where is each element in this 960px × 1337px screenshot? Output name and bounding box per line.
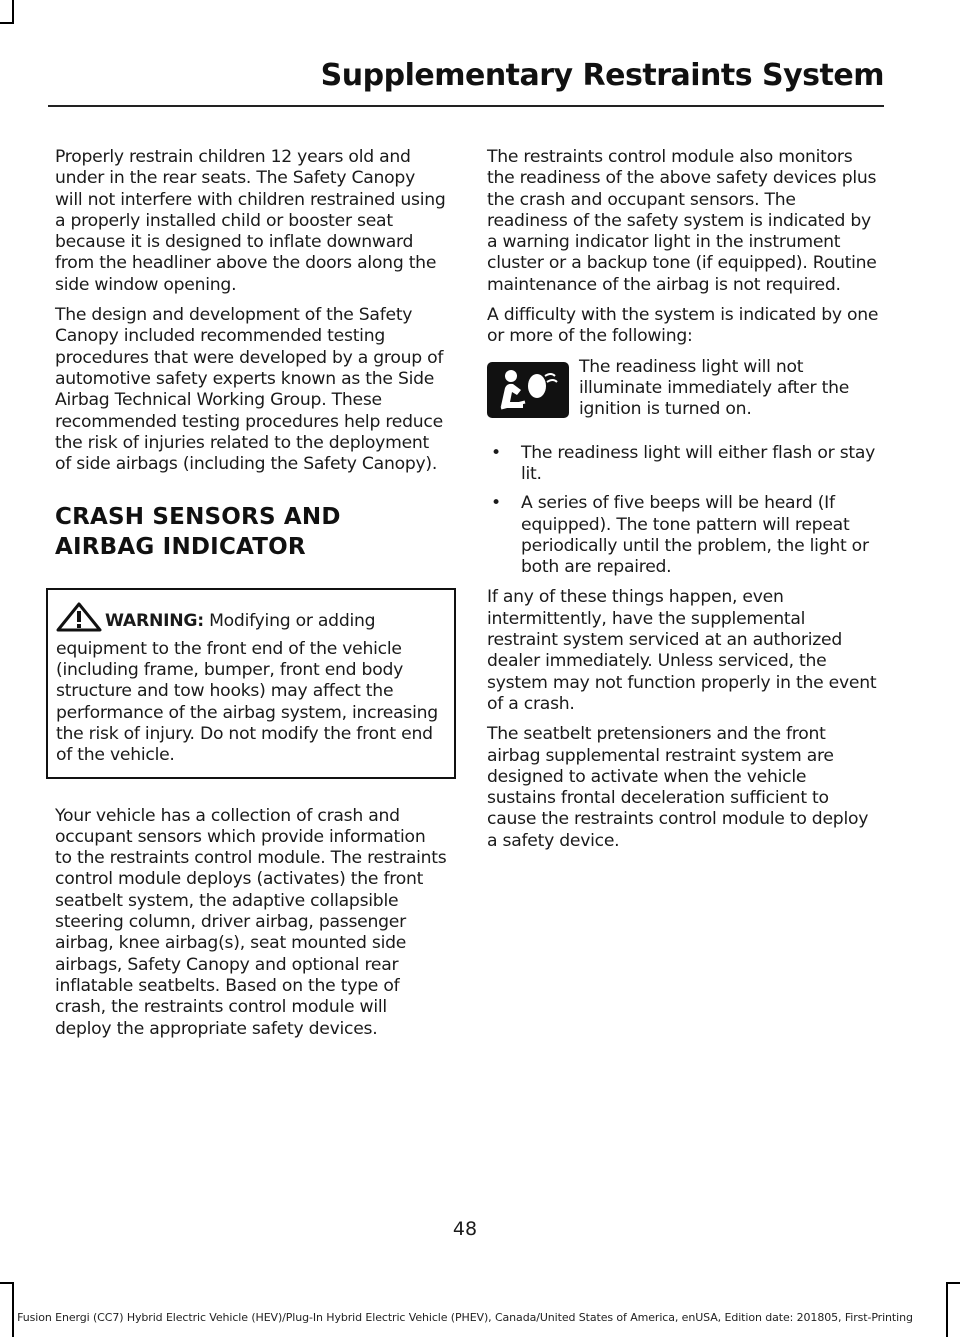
page-title: Supplementary Restraints System xyxy=(320,58,884,93)
warning-label: WARNING: xyxy=(105,611,204,632)
right-column xyxy=(487,147,879,861)
crop-mark xyxy=(0,22,14,24)
airbag-indicator-icon xyxy=(487,362,569,424)
list-item: • The readiness light will either flash or stay lit. xyxy=(487,443,879,486)
crop-mark xyxy=(12,1282,14,1337)
paragraph: Your vehicle has a collection of crash and occupant sensors which provide information to the restraints control module. The restraints control module deploys (activates) the front seatbelt system, the adaptive collapsible steering column, driver airbag, passenger airbag, knee airbag(s), seat mounted side airbags, Safety Canopy and optional rear inflatable seatbelts. Based on the type of crash, the restraints control module will deploy the appropriate safety devices. xyxy=(55,805,447,1039)
paragraph: A difficulty with the system is indicated by one or more of the following: xyxy=(487,305,879,347)
paragraph: The restraints control module also monitors the readiness of the above safety devices plus the crash and occupant sensors. The readiness of the safety system is indicated by a warning indicator light in the instrument cluster or a backup tone (if equipped). Routine maintenance of the airbag is not required. xyxy=(487,147,877,295)
indicator-row xyxy=(487,357,879,431)
paragraph: The design and development of the Safety Canopy included recommended testing procedures that were developed by a group of automotive safety experts known as the Side Airbag Technical Working Group. These recommended testing procedures help reduce the risk of injuries related to the deployment of side airbags (including the Safety Canopy). xyxy=(55,305,444,475)
footer-text: Fusion Energi (CC7) Hybrid Electric Vehicle (HEV)/Plug-In Hybrid Electric Vehicle (PHEV), Canada/United States of America, enUSA, Edition date: 201805, First-Printing xyxy=(17,1311,913,1324)
indicator-text: The readiness light will not illuminate immediately after the ignition is turned on. xyxy=(579,356,850,420)
crop-mark xyxy=(946,1282,960,1284)
section-heading-line: AIRBAG INDICATOR xyxy=(55,534,306,561)
crop-mark xyxy=(0,1282,14,1284)
paragraph: Properly restrain children 12 years old and under in the rear seats. The Safety Canopy will not interfere with children restrained using a properly installed child or booster seat because it is designed to inflate downward from the headliner above the doors along the side window opening. xyxy=(55,147,446,295)
warning-triangle-icon xyxy=(56,602,102,638)
paragraph: The seatbelt pretensioners and the front airbag supplemental restraint system are designed to activate when the vehicle sustains frontal deceleration sufficient to cause the restraints control module to deploy a safety device. xyxy=(487,724,869,851)
warning-text: Modifying or adding equipment to the front end of the vehicle (including frame, bumper, front end body structure and tow hooks) may affect the performance of the airbag system, increasing the risk of injury. Do not modify the front end of the vehicle. xyxy=(56,611,438,766)
section-heading-line: CRASH SENSORS AND xyxy=(55,504,341,531)
header-rule xyxy=(48,105,884,107)
list-item: • A series of five beeps will be heard (If equipped). The tone pattern will repeat periodically until the problem, the light or both are repaired. xyxy=(487,493,879,578)
paragraph: If any of these things happen, even intermittently, have the supplemental restraint system serviced at an authorized dealer immediately. Unless serviced, the system may not function properly in the event of a crash. xyxy=(487,587,877,714)
warning-box xyxy=(46,588,456,778)
section-heading xyxy=(55,502,447,562)
crop-mark xyxy=(12,0,14,22)
bullet-list xyxy=(487,443,879,579)
left-column xyxy=(55,147,447,1049)
crop-mark xyxy=(946,1282,948,1337)
page-number: 48 xyxy=(452,1218,478,1240)
